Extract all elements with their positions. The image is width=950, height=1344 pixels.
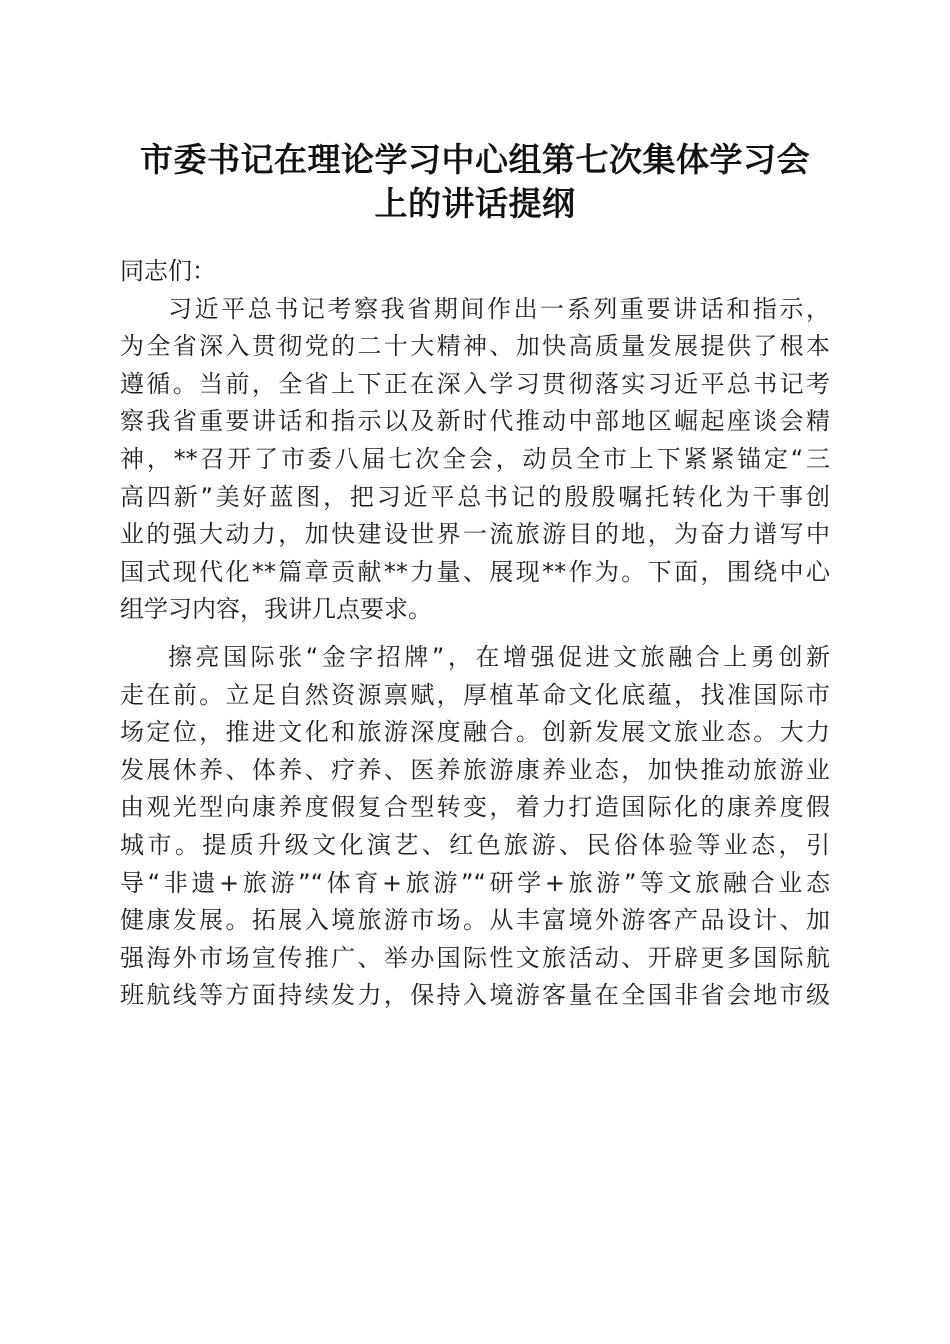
- paragraph-line: 场定位，推进文化和旅游深度融合。创新发展文旅业态。大力: [120, 718, 830, 747]
- title-line-1: 市委书记在理论学习中心组第七次集体学习会: [140, 140, 810, 179]
- paragraph-line: 健康发展。拓展入境旅游市场。从丰富境外游客产品设计、加: [120, 906, 830, 935]
- paragraph-1: [120, 291, 830, 629]
- document-title: [100, 138, 850, 226]
- document-body: [120, 253, 830, 1015]
- paragraph-gap: [120, 629, 830, 639]
- paragraph-line: 发展休养、体养、疗养、医养旅游康养业态，加快推动旅游业: [120, 755, 830, 784]
- paragraph-line: 城市。提质升级文化演艺、红色旅游、民俗体验等业态，引: [120, 830, 830, 859]
- salutation: 同志们：: [120, 257, 216, 285]
- paragraph-line: 察我省重要讲话和指示以及新时代推动中部地区崛起座谈会精: [120, 407, 830, 436]
- paragraph-line: 业的强大动力，加快建设世界一流旅游目的地，为奋力谱写中: [120, 520, 830, 549]
- paragraph-2: [120, 639, 830, 1015]
- paragraph-line: 擦亮国际张“金字招牌”，在增强促进文旅融合上勇创新: [168, 642, 830, 671]
- paragraph-line: 神，**召开了市委八届七次全会，动员全市上下紧紧锚定“三: [120, 444, 830, 473]
- paragraph-line: 高四新”美好蓝图，把习近平总书记的殷殷嘱托转化为干事创: [120, 482, 830, 511]
- paragraph-line: 为全省深入贯彻党的二十大精神、加快高质量发展提供了根本: [120, 332, 830, 361]
- paragraph-line: 由观光型向康养度假复合型转变，着力打造国际化的康养度假: [120, 793, 830, 822]
- paragraph-line: 遵循。当前，全省上下正在深入学习贯彻落实习近平总书记考: [120, 369, 830, 398]
- paragraph-line: 班航线等方面持续发力，保持入境游客量在全国非省会地市级: [120, 981, 830, 1010]
- paragraph-line: 国式现代化**篇章贡献**力量、展现**作为。下面，围绕中心: [120, 557, 830, 586]
- paragraph-line: 走在前。立足自然资源禀赋，厚植革命文化底蕴，找准国际市: [120, 680, 830, 709]
- title-line-2: 上的讲话提纲: [374, 184, 576, 223]
- paragraph-line: 习近平总书记考察我省期间作出一系列重要讲话和指示，: [168, 294, 830, 323]
- paragraph-line: 强海外市场宣传推广、举办国际性文旅活动、开辟更多国际航: [120, 943, 830, 972]
- paragraph-line: 导“非遗+旅游”“体育+旅游”“研学+旅游”等文旅融合业态: [120, 868, 830, 897]
- paragraph-line: 组学习内容，我讲几点要求。: [120, 595, 432, 624]
